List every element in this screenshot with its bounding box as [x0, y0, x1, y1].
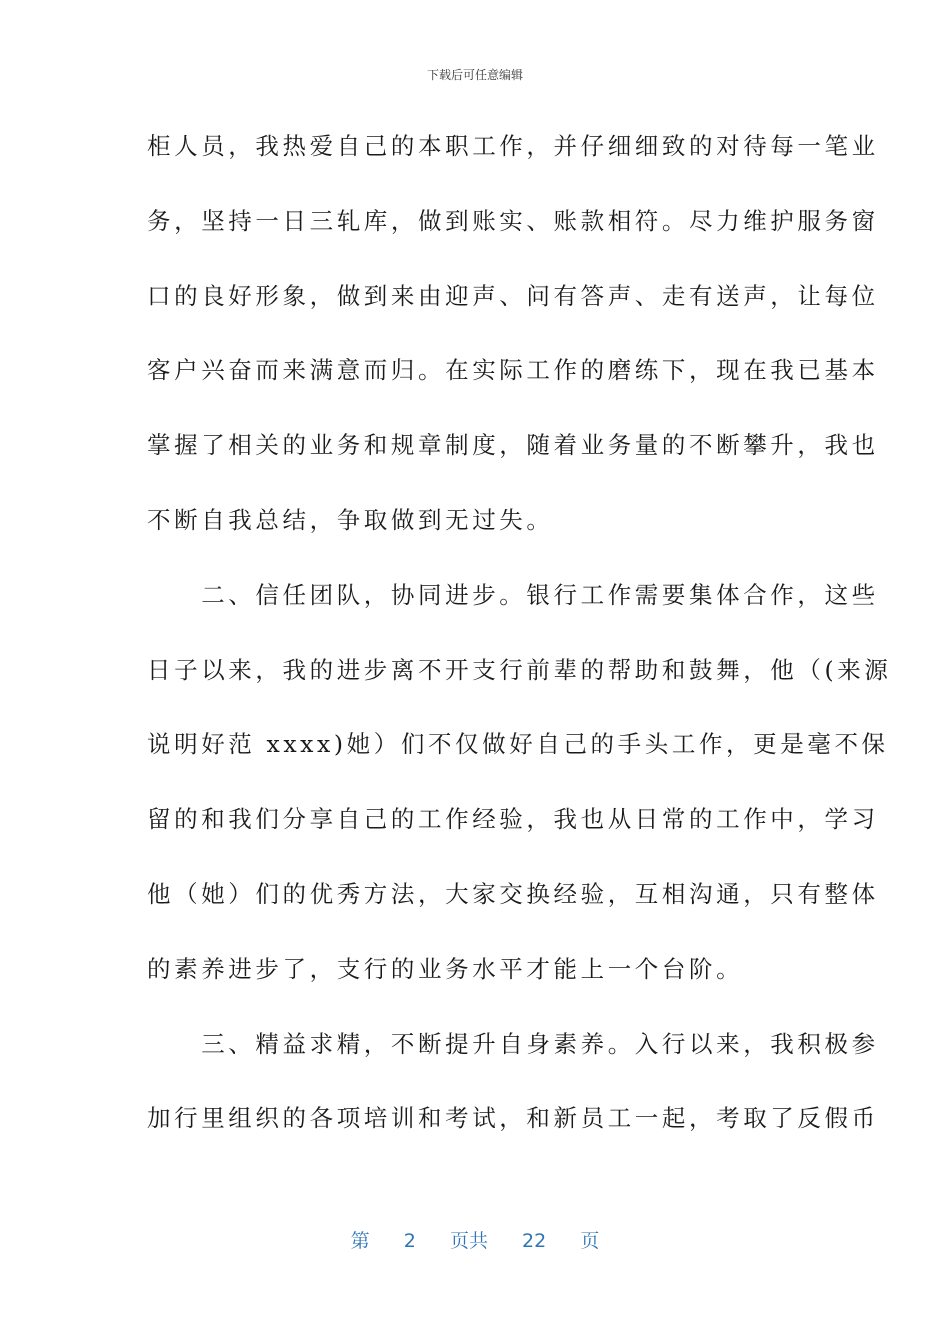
- text-line: 不断自我总结，争取做到无过失。: [147, 505, 554, 534]
- text-line: 客户兴奋而来满意而归。在实际工作的磨练下，现在我已基本: [147, 356, 879, 385]
- text-line: 掌握了相关的业务和规章制度，随着业务量的不断攀升，我也: [147, 431, 879, 460]
- text-line: 口的良好形象，做到来由迎声、问有答声、走有送声，让每位: [147, 281, 879, 310]
- text-line: 日子以来，我的进步离不开支行前辈的帮助和鼓舞，他（(来源: [147, 655, 892, 684]
- text-line: 说明好范 xxxx)她）们不仅做好自己的手头工作，更是毫不保: [147, 730, 889, 759]
- page-header: 下载后可任意编辑: [426, 68, 523, 82]
- text-line: 三、精益求精，不断提升自身素养。入行以来，我积极参: [147, 1029, 879, 1058]
- text-line: 他（她）们的优秀方法，大家交换经验，互相沟通，只有整体: [147, 879, 879, 908]
- page-label-prefix: 第: [350, 1230, 370, 1252]
- text-line: 务，坚持一日三轧库，做到账实、账款相符。尽力维护服务窗: [147, 206, 879, 235]
- current-page-number: 2: [403, 1230, 416, 1252]
- text-line: 二、信任团队，协同进步。银行工作需要集体合作，这些: [147, 580, 879, 609]
- page-label-mid: 页共: [449, 1230, 488, 1252]
- text-line: 柜人员，我热爱自己的本职工作，并仔细细致的对待每一笔业: [147, 132, 879, 160]
- text-line: 的素养进步了，支行的业务水平才能上一个台阶。: [147, 954, 744, 983]
- page-label-suffix: 页: [580, 1230, 600, 1252]
- total-page-count: 22: [522, 1230, 547, 1252]
- text-line: 留的和我们分享自己的工作经验，我也从日常的工作中，学习: [147, 805, 879, 834]
- document-body: [147, 124, 892, 1171]
- text-line: 加行里组织的各项培训和考试，和新员工一起，考取了反假币: [147, 1104, 879, 1133]
- page-footer: [0, 1226, 950, 1253]
